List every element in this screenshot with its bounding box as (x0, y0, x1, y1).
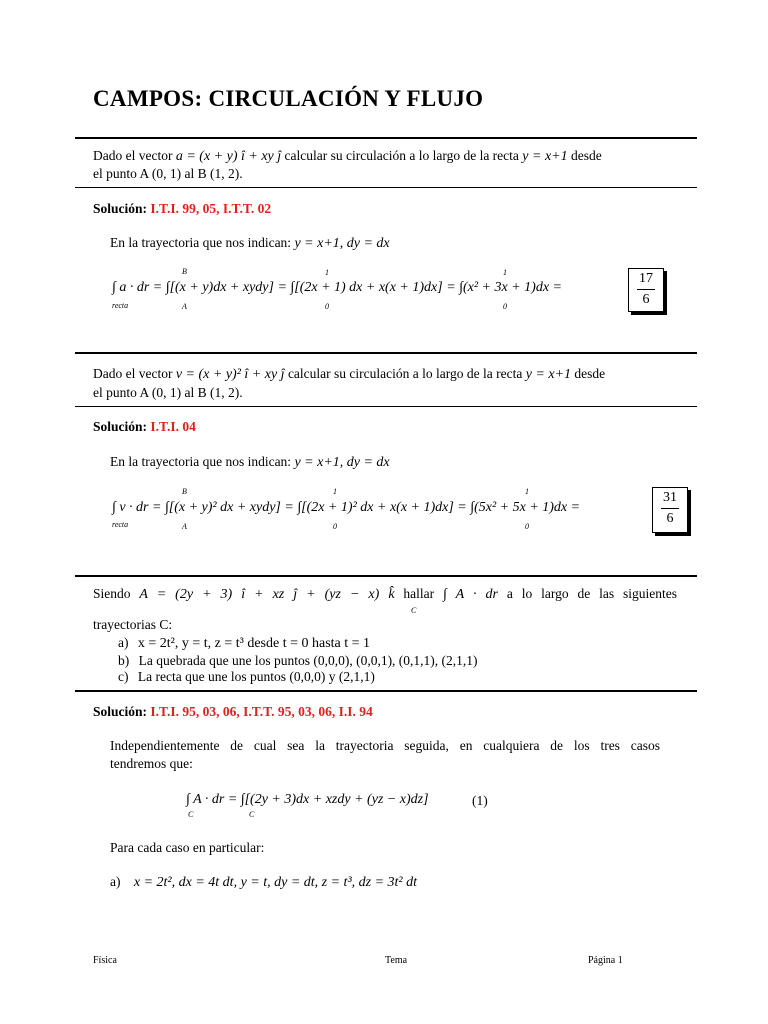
equation-number: (1) (472, 793, 488, 808)
statement-text: calcular su circulación a lo largo de la recta (284, 148, 519, 163)
case-expression: x = 2t², dx = 4t dt, y = t, dy = dt, z = t³, dz = 3t² dt (133, 875, 418, 890)
statement-text: hallar (403, 586, 435, 601)
paragraph: Independientemente de cual sea la trayectoria seguida, en cualquiera de los tres casos (110, 738, 660, 753)
list-item-label: a) (118, 635, 129, 650)
answer-denominator: 6 (666, 511, 674, 526)
fraction-bar (661, 508, 679, 509)
divider (75, 575, 697, 577)
problem-2-statement (93, 366, 713, 383)
path-expression: y = x+1, dy = dx (294, 236, 390, 251)
integral-subscript: C (411, 606, 417, 615)
integral-subscript: recta (112, 520, 129, 529)
divider (75, 690, 697, 692)
statement-text: Dado el vector (93, 366, 173, 381)
footer-left: Física (93, 955, 117, 966)
footer-right: Página 1 (588, 955, 623, 966)
integral-lower-limit: 0 (333, 522, 337, 531)
problem-2-points: el punto A (0, 1) al B (1, 2). (93, 385, 243, 400)
statement-text: desde (571, 148, 602, 163)
solution-label: Solución: (93, 419, 148, 434)
circulation-integral: ∫ v · dr = ∫[(x + y)² dx + xydy] = ∫[(2x + 1)² dx + x(x + 1)dx] = ∫(5x² + 5x + 1)dx = (112, 500, 581, 515)
list-item (118, 653, 478, 669)
integral-subscript: C (188, 810, 194, 819)
list-item-text: La recta que une los puntos (0,0,0) y (2,1,1) (137, 669, 375, 684)
answer-box (652, 487, 688, 533)
line-equation: y = x+1 (522, 149, 568, 164)
integral-lower-limit: A (182, 522, 187, 531)
answer-box (628, 268, 664, 312)
integral-lower-limit: 0 (503, 302, 507, 311)
integral-upper-limit: B (182, 487, 187, 496)
vector-expression: v = (x + y)² î + xy ĵ (175, 367, 285, 382)
solution-header (93, 704, 373, 720)
integral-upper-limit: 1 (325, 268, 329, 277)
path-text: En la trayectoria que nos indican: (110, 235, 292, 250)
footer-center: Tema (385, 955, 408, 966)
paragraph: Para cada caso en particular: (110, 840, 265, 855)
line-equation: y = x+1 (525, 367, 572, 382)
page-title: CAMPOS: CIRCULACIÓN Y FLUJO (93, 86, 484, 111)
integral-upper-limit: 1 (525, 487, 529, 496)
list-item-text: x = 2t², y = t, z = t³ desde t = 0 hasta t = 1 (137, 636, 371, 651)
statement-text: Dado el vector (93, 148, 173, 163)
problem-1-statement (93, 148, 713, 165)
path-description (110, 454, 390, 471)
solution-reference: I.T.I. 95, 03, 06, I.T.T. 95, 03, 06, I.I. 94 (150, 704, 373, 719)
path-expression: y = x+1, dy = dx (294, 455, 390, 470)
line-integral-expression: ∫ A · dr (443, 587, 498, 602)
solution-label: Solución: (93, 201, 148, 216)
path-description (110, 235, 390, 252)
integral-upper-limit: B (182, 267, 187, 276)
paragraph: tendremos que: (110, 756, 193, 771)
answer-numerator: 17 (639, 271, 653, 286)
case-a (110, 874, 417, 891)
list-item (118, 635, 370, 652)
vector-expression: a = (x + y) î + xy ĵ (175, 149, 282, 164)
fraction-bar (637, 289, 655, 290)
solution-label: Solución: (93, 704, 148, 719)
list-item (118, 669, 375, 685)
general-integral: ∫ A · dr = ∫[(2y + 3)dx + xzdy + (yz − x)dz] (186, 792, 429, 807)
integral-subscript: C (249, 810, 255, 819)
statement-text: desde (574, 366, 606, 381)
path-text: En la trayectoria que nos indican: (110, 454, 292, 469)
problem-3-paths-intro: trayectorias C: (93, 617, 173, 632)
solution-header (93, 419, 196, 435)
statement-text: a lo largo de las siguientes (506, 586, 677, 601)
integral-upper-limit: 1 (333, 487, 337, 496)
problem-1-points: el punto A (0, 1) al B (1, 2). (93, 166, 243, 181)
case-label: a) (110, 874, 121, 889)
divider (75, 352, 697, 354)
solution-header (93, 201, 271, 217)
problem-3-statement (93, 586, 677, 603)
integral-upper-limit: 1 (503, 268, 507, 277)
integral-lower-limit: 0 (525, 522, 529, 531)
divider (75, 406, 697, 407)
integral-lower-limit: 0 (325, 302, 329, 311)
list-item-text: La quebrada que une los puntos (0,0,0), (0,0,1), (0,1,1), (2,1,1) (138, 653, 478, 668)
answer-denominator: 6 (642, 292, 650, 307)
solution-reference: I.T.I. 04 (150, 419, 196, 434)
statement-text: Siendo (93, 586, 131, 601)
solution-reference: I.T.I. 99, 05, I.T.T. 02 (150, 201, 272, 216)
statement-text: calcular su circulación a lo largo de la recta (287, 366, 523, 381)
list-item-label: c) (118, 669, 129, 684)
list-item-label: b) (118, 653, 130, 668)
divider (75, 137, 697, 139)
vector-expression: A = (2y + 3) î + xz ĵ + (yz − x) k̂ (139, 587, 395, 602)
answer-numerator: 31 (663, 490, 677, 505)
integral-subscript: recta (112, 301, 129, 310)
divider (75, 187, 697, 188)
integral-lower-limit: A (182, 302, 187, 311)
circulation-integral: ∫ a · dr = ∫[(x + y)dx + xydy] = ∫[(2x + 1) dx + x(x + 1)dx] = ∫(x² + 3x + 1)dx = (112, 280, 562, 295)
